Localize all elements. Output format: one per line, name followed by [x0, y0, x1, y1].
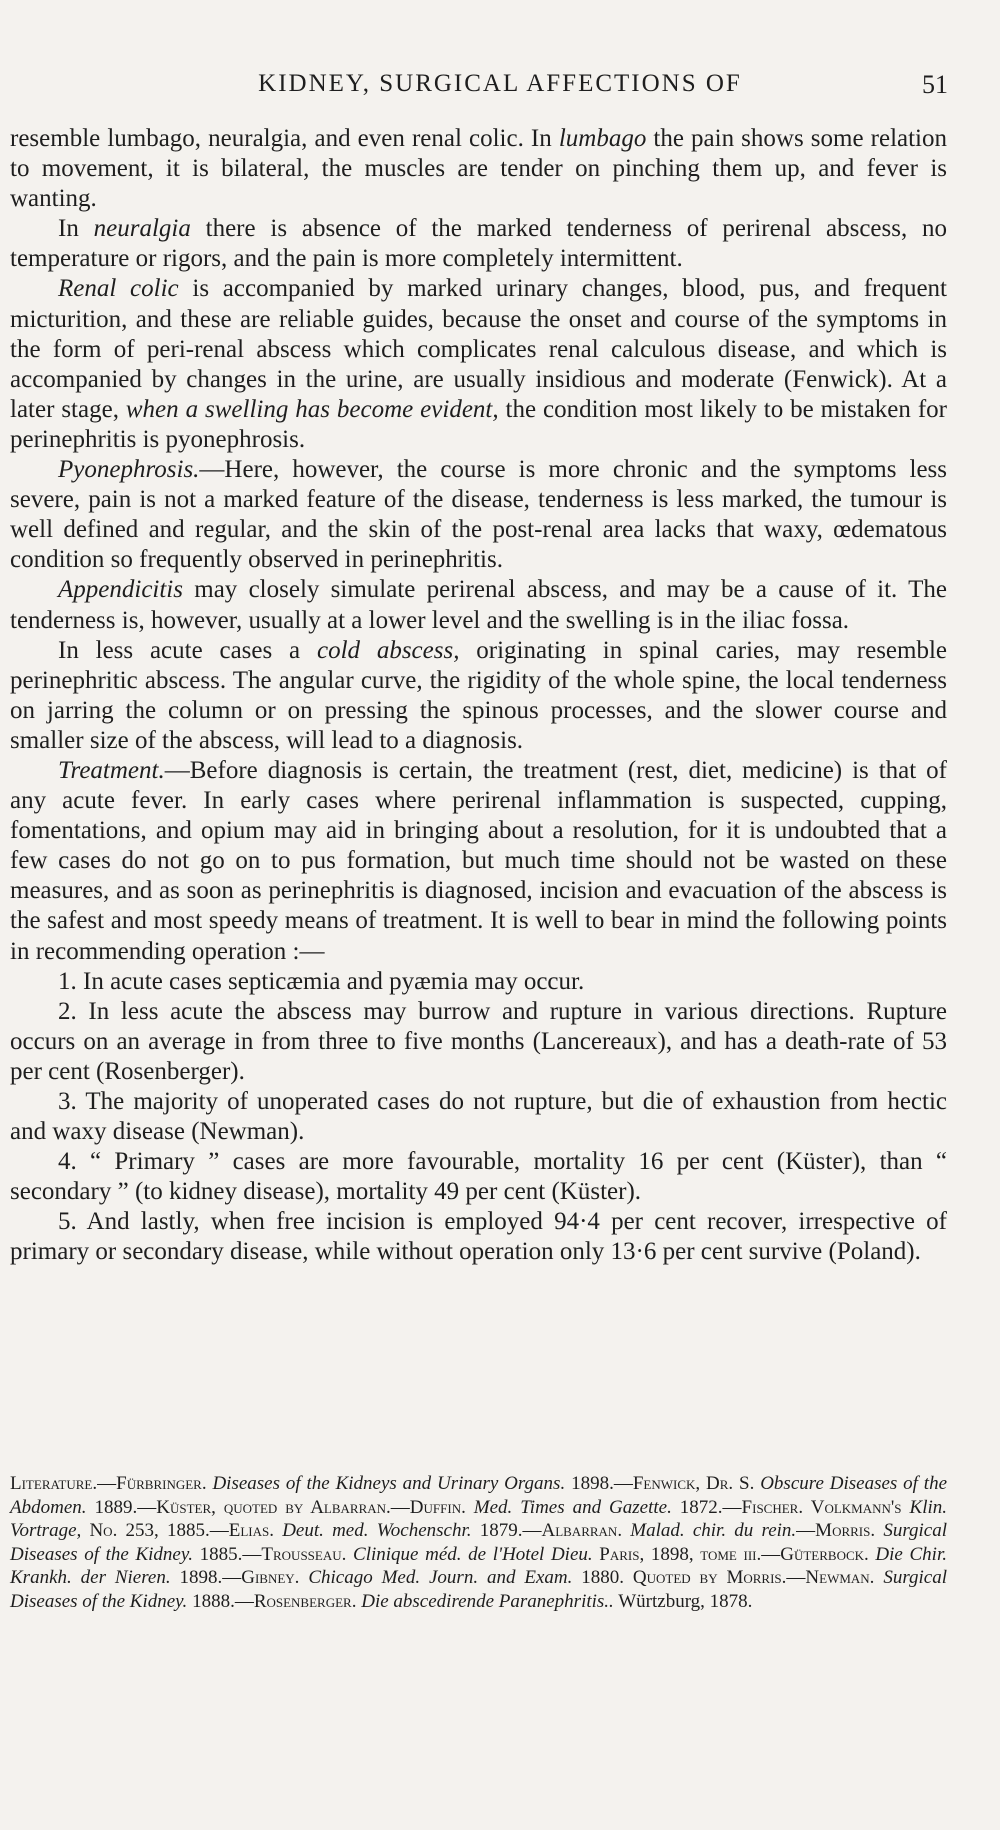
- paragraph-pyonephrosis: [10, 455, 947, 575]
- ref-title: Deut. med. Wochenschr.: [282, 1520, 472, 1542]
- running-title: KIDNEY, SURGICAL AFFECTIONS OF: [258, 70, 742, 97]
- italic-term: Renal colic: [58, 275, 179, 303]
- ref-title: Med. Times and Gazette.: [473, 1496, 672, 1518]
- literature-paragraph: [10, 1472, 947, 1614]
- ref-text: Paris, 1898, tome iii.—Güterbock.: [592, 1543, 876, 1565]
- text-run: there is absence of the marked tenderness of perirenal abscess, no temperature or rigors, and the pain is more completely intermittent.: [10, 215, 948, 273]
- italic-phrase: when a swelling has become evident,: [125, 395, 499, 423]
- ref-title: Die Chir. Krankh. der Nieren.: [10, 1543, 947, 1589]
- page-number: 51: [922, 70, 948, 99]
- numbered-point-1: 1. In acute cases septicæmia and pyæmia may occur.: [58, 967, 585, 995]
- text-run: the pain shows some relation to movement, it is bilateral, the muscles are tender on pinching them up, and fever is wanting.: [10, 125, 947, 213]
- text-run: resemble lumbago, neuralgia, and even renal colic. In: [10, 125, 559, 152]
- ref-title: Diseases of the Kidneys and Urinary Organs.: [212, 1473, 566, 1494]
- text-run: the condition most likely to be mistaken for perinephritis is pyonephrosis.: [10, 395, 947, 453]
- ref-text: Würtzburg, 1878.: [613, 1590, 753, 1612]
- ref-title: Malad. chir. du rein.: [630, 1520, 797, 1542]
- numbered-point-4: 4. “ Primary ” cases are more favourable, mortality 16 per cent (Küster), than “ secondary ” (to kidney disease), mortality 49 per cent (Küster).: [10, 1148, 947, 1206]
- text-run: is accompanied by marked urinary changes, blood, pus, and frequent micturition, and these are reliable guides, because the onset and course of the symptoms in the form of peri-renal abscess which complicates renal calculous disease, and which is accompanied by changes in the urine, are usually insidious and moderate (Fenwick). At a later stage,: [10, 275, 948, 423]
- body-text: [10, 124, 947, 1268]
- italic-term: neuralgia: [93, 215, 191, 243]
- paragraph-lumbago: [10, 124, 947, 214]
- ref-title: Klin. Vortrage,: [10, 1496, 947, 1542]
- ref-title: Surgical Diseases of the Kidney.: [10, 1567, 947, 1612]
- literature-references: [10, 1472, 947, 1614]
- numbered-point-2: 2. In less acute the abscess may burrow and rupture in various directions. Rupture occurs on an average in from three to five months (Lancereaux), and has a death-rate of 53 per cent (Rosenberger).: [10, 997, 947, 1085]
- ref-title: Chicago Med. Journ. and Exam.: [308, 1567, 573, 1589]
- italic-term: lumbago: [558, 125, 647, 152]
- ref-text: —Fürbringer.: [97, 1473, 213, 1494]
- ref-title: Die abscedirende Paranephritis..: [361, 1590, 614, 1612]
- ref-text: 1872.—Fischer. Volkmann's: [671, 1496, 910, 1518]
- text-run: originating in spinal caries, may resemble perinephritic abscess. The angular curve, the rigidity of the whole spine, the local tenderness on jarring the column or on pressing the spinous processes, and the slower course and smaller size of the abscess, will lead to a diagnosis.: [10, 636, 948, 754]
- paragraph-appendicitis: [10, 575, 947, 635]
- ref-text: 1888.—Rosenberger.: [187, 1590, 362, 1612]
- ref-text: 1879.—Albarran.: [471, 1520, 631, 1542]
- paragraph-cold-abscess: [10, 636, 947, 756]
- text-run: —Here, however, the course is more chronic and the symptoms less severe, pain is not a marked feature of the disease, tenderness is less marked, the tumour is well defined and regular, and the skin of the post-renal area lacks that waxy, œdematous condition so frequently observed in perinephritis.: [10, 456, 947, 574]
- italic-term: cold abscess,: [316, 636, 460, 664]
- ref-text: 1885.—Trousseau.: [193, 1543, 354, 1565]
- ref-title: Obscure Diseases of the Abdomen.: [10, 1473, 948, 1518]
- italic-term: Treatment.: [58, 756, 165, 784]
- text-run: —Before diagnosis is certain, the treatment (rest, diet, medicine) is that of any acute fever. In early cases where perirenal inflammation is suspected, cupping, fomentations, and opium may aid in bringing about a resolution, for it is undoubted that a few cases do not go on to pus formation, but much time should not be wasted on these measures, and as soon as perinephritis is diagnosed, incision and evacuation of the abscess is the safest and most speedy means of treatment. It is well to bear in mind the following points in recommending operation :—: [10, 756, 947, 965]
- paragraph-treatment: [10, 756, 947, 967]
- italic-term: Pyonephrosis.: [58, 456, 200, 484]
- ref-text: 1898.—Fenwick, Dr. S.: [565, 1473, 761, 1494]
- text-run: In: [58, 215, 94, 243]
- italic-term: Appendicitis: [58, 576, 183, 604]
- ref-text: —Morris.: [796, 1520, 884, 1542]
- numbered-point-5: 5. And lastly, when free incision is employed 94·4 per cent recover, irrespective of primary or secondary disease, while without operation only 13·6 per cent survive (Poland).: [10, 1208, 947, 1266]
- ref-title: Clinique méd. de l'Hotel Dieu.: [353, 1543, 593, 1565]
- running-header: [0, 58, 1000, 110]
- text-run: may closely simulate perirenal abscess, and may be a cause of it. The tenderness is, however, usually at a lower level and the swelling is in the iliac fossa.: [10, 576, 947, 634]
- ref-text: 1889.—Küster, quoted by Albarran.—Duffin.: [86, 1496, 474, 1518]
- ref-text: 1880. Quoted by Morris.—Newman.: [572, 1567, 884, 1589]
- paragraph-renal-colic: [10, 274, 947, 455]
- numbered-point-3: 3. The majority of unoperated cases do not rupture, but die of exhaustion from hectic and waxy disease (Newman).: [10, 1088, 947, 1146]
- paragraph-neuralgia: [10, 214, 947, 274]
- ref-text: No. 253, 1885.—Elias.: [81, 1520, 283, 1542]
- text-run: In less acute cases a: [58, 636, 317, 664]
- literature-heading: Literature.: [10, 1473, 98, 1494]
- ref-title: Surgical Diseases of the Kidney.: [10, 1520, 948, 1565]
- ref-text: 1898.—Gibney.: [170, 1567, 309, 1589]
